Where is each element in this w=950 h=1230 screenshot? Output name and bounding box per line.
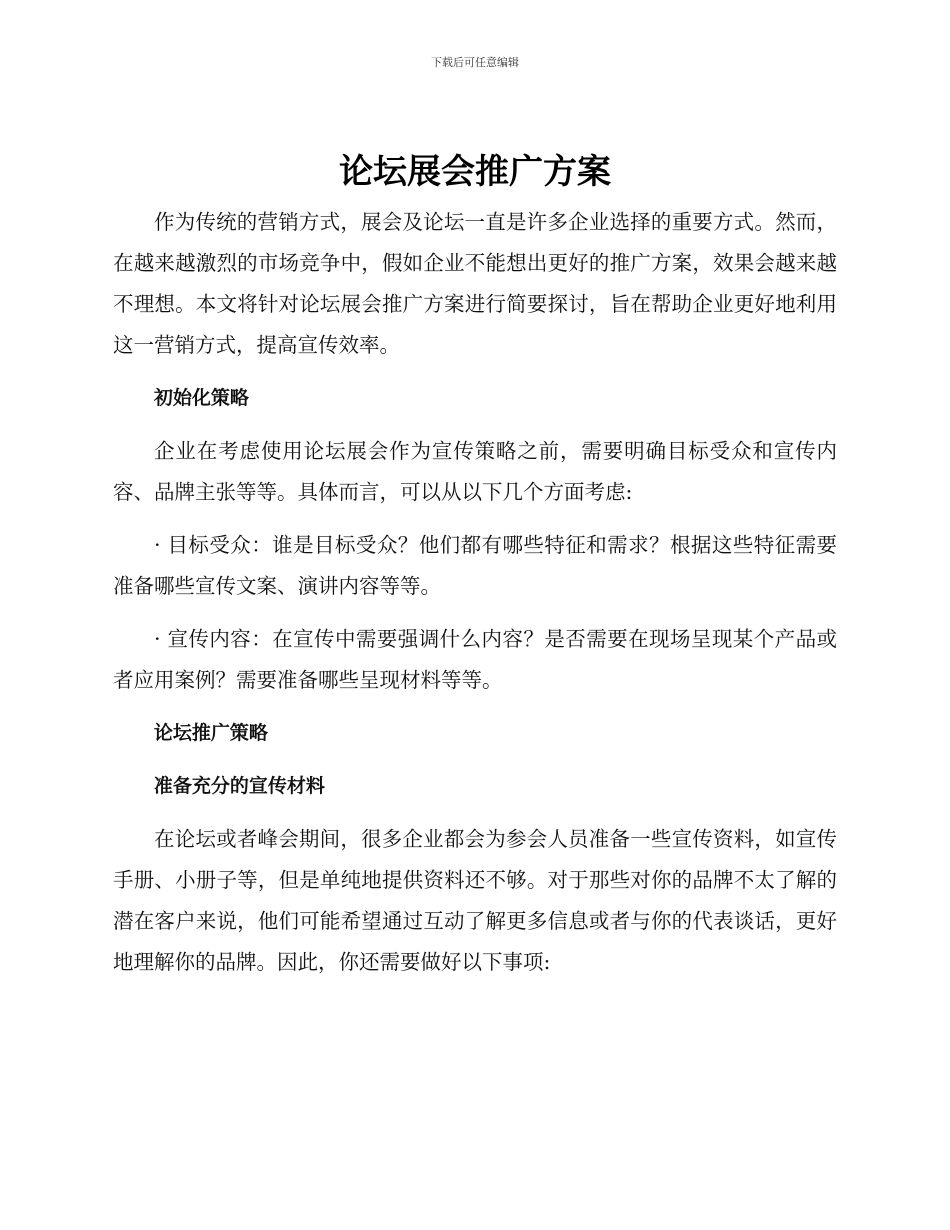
section2-paragraph: 在论坛或者峰会期间，很多企业都会为参会人员准备一些宣传资料，如宣传手册、小册子等，但是单纯地提供资料还不够。对于那些对你的品牌不太了解的潜在客户来说，他们可能希望通过互动了解更多信息或者与你的代表谈话，更好地理解你的品牌。因此，你还需要做好以下事项: bbox=[113, 827, 837, 974]
section-heading-forum-strategy: 论坛推广策略 bbox=[153, 722, 268, 744]
spacer bbox=[113, 366, 837, 378]
header-note: 下载后可任意编辑 bbox=[431, 56, 519, 69]
document-body bbox=[113, 146, 837, 983]
section-heading-initial-strategy: 初始化策略 bbox=[153, 387, 249, 409]
bullet-promo-content: · 宣传内容：在宣传中需要强调什么内容？是否需要在现场呈现某个产品或者应用案例？需要准备哪些呈现材料等等。 bbox=[113, 627, 837, 692]
document-title: 论坛展会推广方案 bbox=[339, 152, 611, 192]
spacer bbox=[113, 754, 837, 766]
spacer bbox=[113, 419, 837, 431]
section1-paragraph: 企业在考虑使用论坛展会作为宣传策略之前，需要明确目标受众和宣传内容、品牌主张等等。具体而言，可以从以下几个方面考虑: bbox=[113, 439, 837, 504]
spacer bbox=[113, 701, 837, 713]
spacer bbox=[113, 807, 837, 819]
intro-paragraph: 作为传统的营销方式，展会及论坛一直是许多企业选择的重要方式。然而，在越来越激烈的市场竞争中，假如企业不能想出更好的推广方案，效果会越来越不理想。本文将针对论坛展会推广方案进行简要探讨，旨在帮助企业更好地利用这一营销方式，提高宣传效率。 bbox=[113, 210, 837, 357]
spacer bbox=[113, 607, 837, 619]
subheading-promo-materials: 准备充分的宣传材料 bbox=[153, 775, 325, 797]
bullet-target-audience: · 目标受众：谁是目标受众？他们都有哪些特征和需求？根据这些特征需要准备哪些宣传文案、演讲内容等等。 bbox=[113, 533, 837, 598]
spacer bbox=[113, 513, 837, 525]
